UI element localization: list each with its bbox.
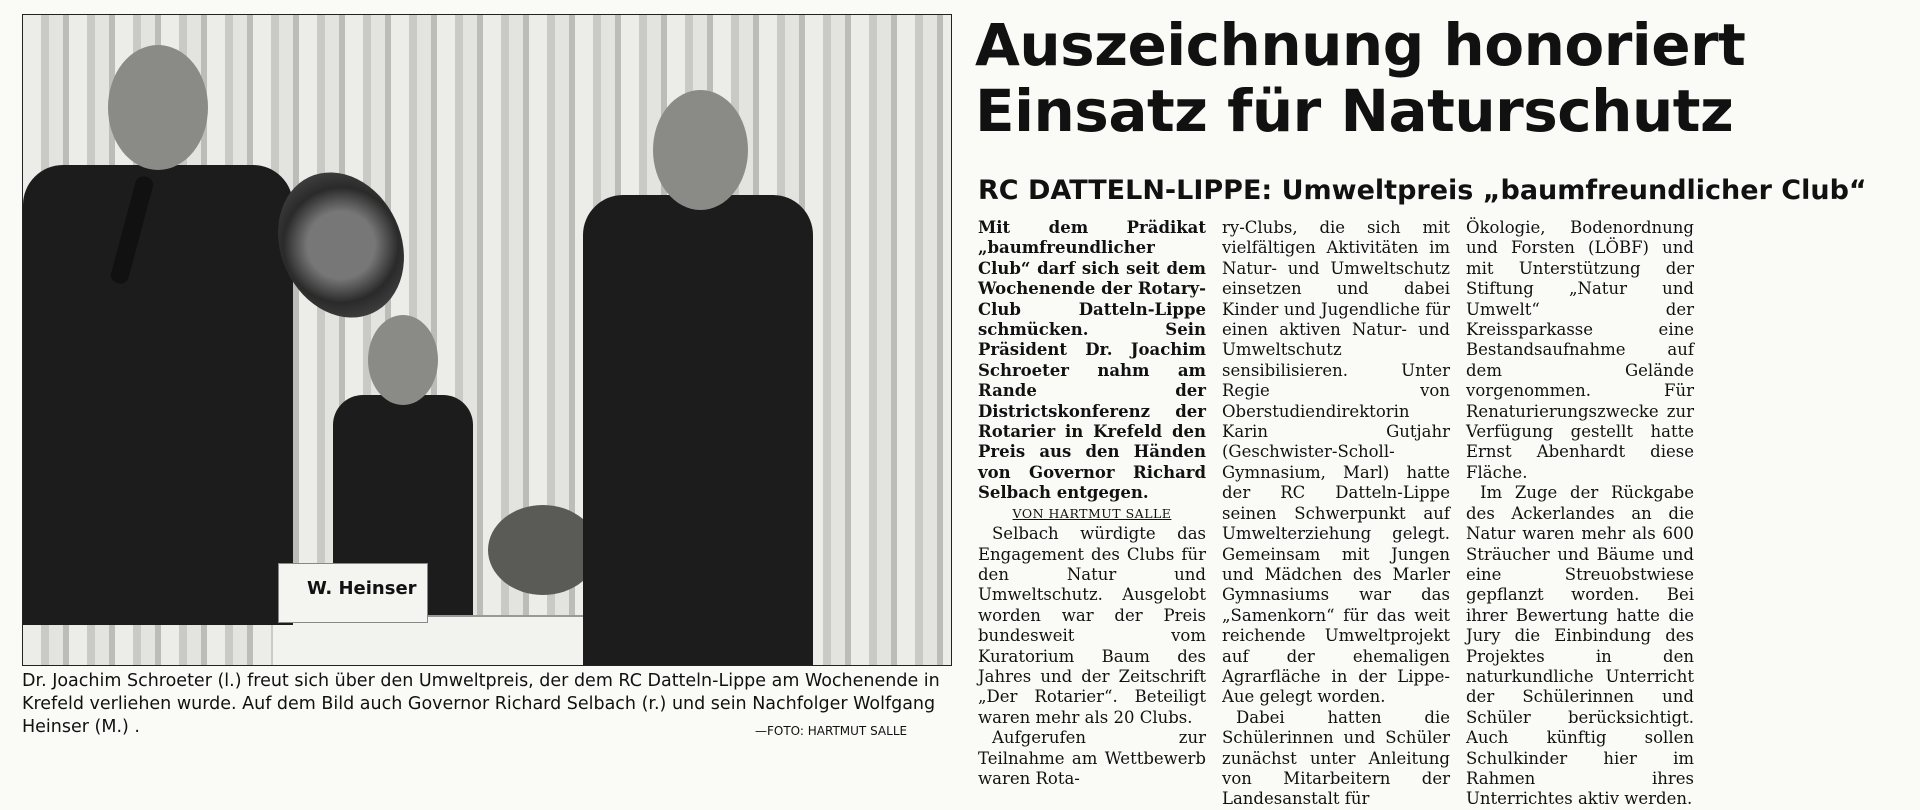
article-column-2 bbox=[1222, 218, 1450, 810]
paragraph: ry-Clubs, die sich mit vielfältigen Aktivitäten im Natur- und Umweltschutz einsetzen und dabei Kinder und Jugendliche für einen aktiven Natur- und Umweltschutz sensibilisieren. Unter Regie von Oberstudiendirektorin Karin Gutjahr (Geschwister-Scholl-Gymnasium, Marl) hatte der RC Datteln-Lippe seinen Schwerpunkt auf Umwelterziehung gelegt. Gemeinsam mit Jungen und Mädchen des Marler Gymnasiums war das „Samenkorn“ für das weit reichende Umweltprojekt auf der ehemaligen Agrarfläche in der Lippe-Aue gelegt worden. bbox=[1222, 218, 1450, 707]
kicker: RC DATTELN-LIPPE: Umweltpreis „baumfreundlicher Club“ bbox=[978, 175, 1867, 206]
paragraph: Aufgerufen zur Teilnahme am Wettbewerb waren Rota- bbox=[978, 728, 1206, 788]
person-right-jacket bbox=[583, 195, 813, 665]
article-column-3 bbox=[1466, 218, 1694, 810]
person-right-head bbox=[653, 90, 748, 210]
byline: VON HARTMUT SALLE bbox=[1012, 505, 1172, 521]
nameplate: W. Heinser bbox=[278, 563, 428, 623]
paragraph: Im Zuge der Rückgabe des Ackerlandes an die Natur waren mehr als 600 Sträucher und Bäume und eine Streuobstwiese gepflanzt worden. Bei ihrer Bewertung hatte die Jury die Einbindung des Projektes in den naturkundliche Unterricht der Schülerinnen und Schüler berücksichtigt. Auch künftig sollen Schulkinder hier im Rahmen ihres Unterrichtes aktiv werden. bbox=[1466, 483, 1694, 809]
lead-paragraph: Mit dem Prädikat „baumfreundlicher Club“ darf sich seit dem Wochenende der Rotary-Club Datteln-Lippe schmücken. Sein Präsident Dr. Joachim Schroeter nahm am Rande der Districtskonferenz der Rotarier in Krefeld den Preis aus den Händen von Governor Richard Selbach entgegen. bbox=[978, 218, 1206, 503]
headline: Auszeichnung honoriert Einsatz für Naturschutz bbox=[975, 11, 1746, 145]
photo-caption: Dr. Joachim Schroeter (l.) freut sich über den Umweltpreis, der dem RC Datteln-Lippe am Wochenende in Krefeld verliehen wurde. Auf dem Bild auch Governor Richard Selbach (r.) und sein Nachfolger Wolfgang Heinser (M.) . bbox=[22, 671, 940, 737]
person-left-jacket bbox=[23, 165, 293, 625]
photo-credit: —FOTO: HARTMUT SALLE bbox=[755, 724, 908, 738]
article-column-1 bbox=[978, 218, 1206, 789]
paragraph: Ökologie, Bodenordnung und Forsten (LÖBF) und mit Unterstützung der Stiftung „Natur und Umwelt“ der Kreissparkasse eine Bestandsaufnahme auf dem Gelände vorgenommen. Für Renaturierungszwecke zur Verfügung gestellt hatte Ernst Abenhardt diese Fläche. bbox=[1466, 218, 1694, 482]
person-middle-head bbox=[368, 315, 438, 405]
flower-arrangement bbox=[488, 505, 598, 595]
person-left-head bbox=[108, 45, 208, 170]
news-photo bbox=[22, 14, 952, 666]
paragraph: Dabei hatten die Schülerinnen und Schüler zunächst unter Anleitung von Mitarbeitern der Landesanstalt für bbox=[1222, 707, 1450, 809]
paragraph: Selbach würdigte das Engagement des Clubs für den Natur und Umweltschutz. Ausgelobt worden war der Preis bundesweit vom Kuratorium Baum des Jahres und der Zeitschrift „Der Rotarier“. Beteiligt waren mehr als 20 Clubs. bbox=[978, 524, 1206, 727]
